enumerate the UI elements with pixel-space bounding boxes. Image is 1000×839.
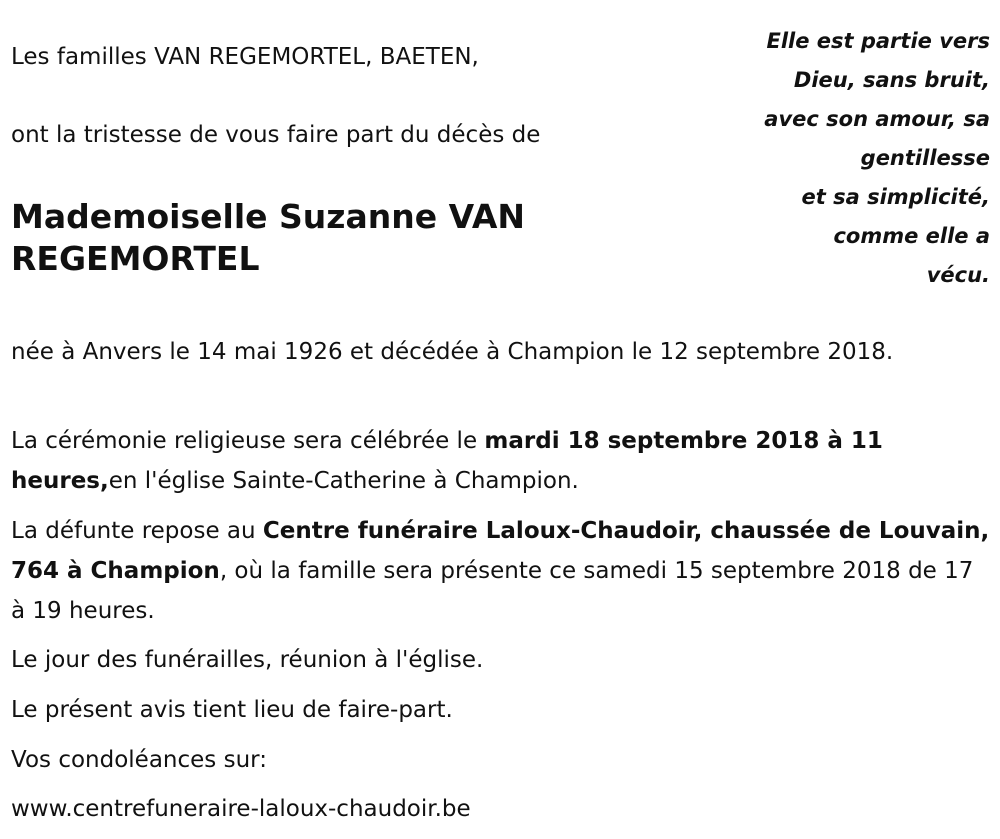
poem-line: Dieu, sans bruit,: [793, 68, 990, 92]
website-link[interactable]: www.centrefuneraire-laloux-chaudoir.be: [11, 796, 471, 822]
birth-death-paragraph: née à Anvers le 14 mai 1926 et décédée à Champion le 12 septembre 2018.: [11, 339, 894, 365]
condolences-label: Vos condoléances sur:: [11, 747, 267, 773]
ceremony-prefix: La cérémonie religieuse sera célébrée le: [11, 428, 485, 454]
ceremony-datetime: mardi 18 septembre 2018 à 11 heures,: [11, 428, 883, 494]
poem-line: vécu.: [926, 263, 990, 287]
deceased-name-line-1: Mademoiselle Suzanne VAN: [11, 197, 526, 236]
resting-place-paragraph: [11, 511, 991, 631]
deceased-name: [11, 196, 631, 280]
rest-prefix: La défunte repose au: [11, 518, 263, 544]
ceremony-paragraph: [11, 421, 991, 501]
visitation-details: , où la famille sera présente ce samedi 15 septembre 2018 de 17 à 19 heures.: [11, 558, 974, 624]
ceremony-location: en l'église Sainte-Catherine à Champion.: [108, 468, 579, 494]
reunion-line: Le jour des funérailles, réunion à l'église.: [11, 647, 484, 673]
poem-quote: [720, 22, 990, 295]
poem-line: et sa simplicité,: [801, 185, 990, 209]
announcement-line: ont la tristesse de vous faire part du décès de: [11, 122, 541, 148]
families-line: Les familles VAN REGEMORTEL, BAETEN,: [11, 44, 479, 70]
poem-line: gentillesse: [860, 146, 990, 170]
poem-line: avec son amour, sa: [764, 107, 990, 131]
funeral-home-address: Centre funéraire Laloux-Chaudoir, chaussée de Louvain, 764 à Champion: [11, 518, 990, 584]
poem-line: Elle est partie vers: [766, 29, 990, 53]
notice-line: Le présent avis tient lieu de faire-part.: [11, 697, 453, 723]
deceased-name-line-2: REGEMORTEL: [11, 239, 260, 278]
poem-line: comme elle a: [833, 224, 990, 248]
